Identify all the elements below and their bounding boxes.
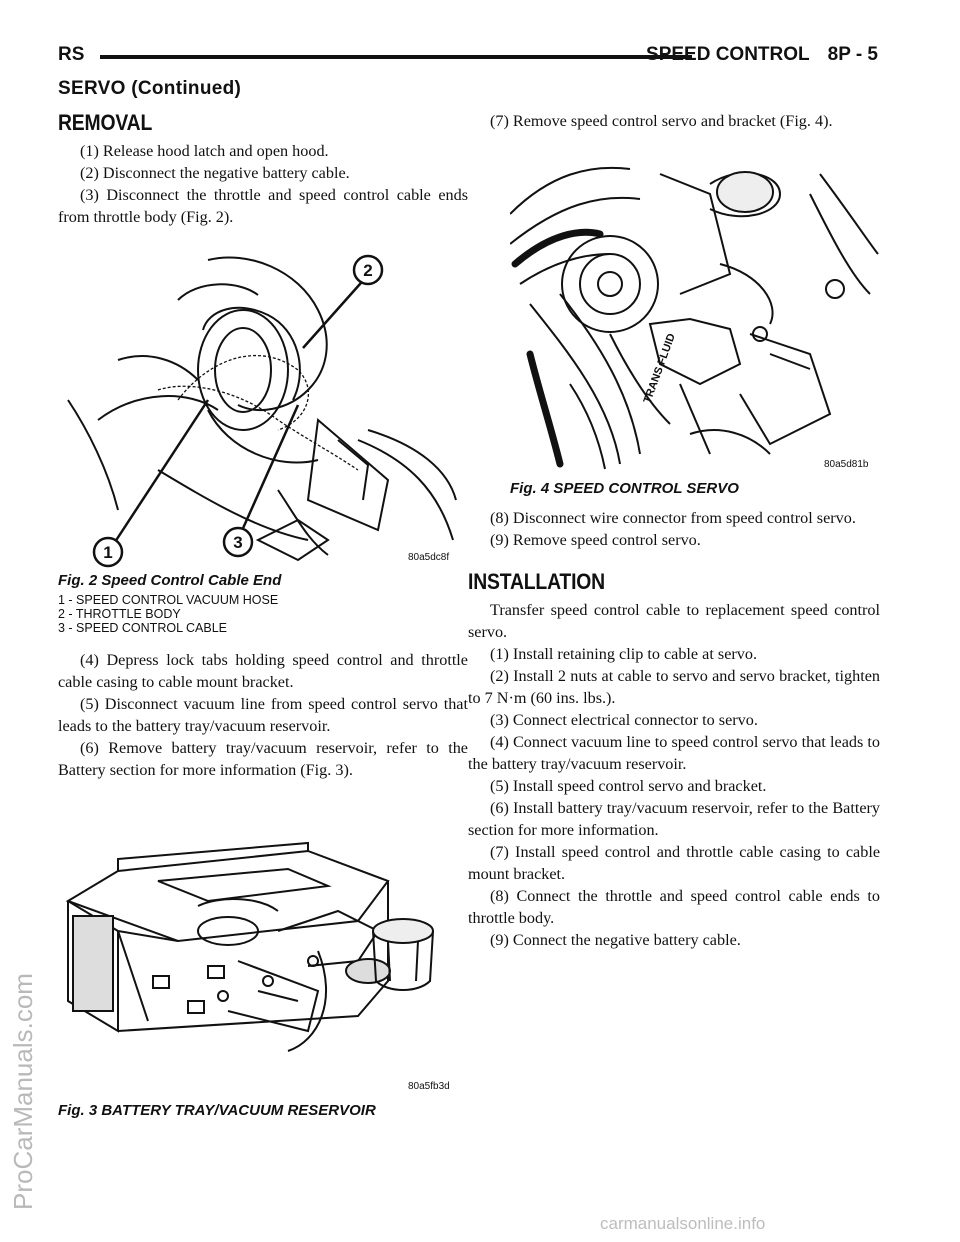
installation-step: (5) Install speed control servo and bracket. bbox=[490, 777, 767, 795]
legend-item: 2 - THROTTLE BODY bbox=[58, 607, 181, 621]
installation-step: (1) Install retaining clip to cable at servo. bbox=[490, 645, 757, 663]
figure-code: 80a5dc8f bbox=[408, 552, 450, 563]
chapter-title: SPEED CONTROL bbox=[646, 44, 810, 65]
installation-step: (9) Connect the negative battery cable. bbox=[490, 931, 741, 949]
trans-fluid-label: TRANS FLUID bbox=[641, 332, 678, 406]
callout-3: 3 bbox=[233, 533, 243, 552]
section-code: RS bbox=[58, 44, 85, 65]
continued-subhead: SERVO (Continued) bbox=[58, 78, 242, 99]
installation-step: (7) Install speed control and throttle cable casing to cable mount bracket. bbox=[468, 843, 880, 883]
throttle-body-illustration bbox=[58, 240, 458, 570]
removal-step: (8) Disconnect wire connector from speed control servo. bbox=[490, 509, 856, 527]
removal-step: (2) Disconnect the negative battery cable. bbox=[80, 164, 350, 182]
installation-step: (4) Connect vacuum line to speed control servo that leads to the battery tray/vacuum reservoir. bbox=[468, 733, 880, 773]
header-rule bbox=[100, 55, 692, 59]
figure-2-title: Fig. 2 Speed Control Cable End bbox=[58, 572, 282, 589]
legend-item: 1 - SPEED CONTROL VACUUM HOSE bbox=[58, 593, 279, 607]
figure-code: 80a5fb3d bbox=[408, 1081, 450, 1092]
callout-2: 2 bbox=[363, 261, 373, 280]
removal-step: (9) Remove speed control servo. bbox=[490, 531, 701, 549]
installation-step: (6) Install battery tray/vacuum reservoir, refer to the Battery section for more information. bbox=[468, 799, 880, 839]
running-header bbox=[646, 44, 878, 66]
removal-heading: REMOVAL bbox=[58, 110, 153, 135]
installation-intro: Transfer speed control cable to replacement speed control servo. bbox=[468, 601, 880, 641]
page-number: 8P - 5 bbox=[827, 44, 878, 65]
installation-step: (3) Connect electrical connector to servo. bbox=[490, 711, 758, 729]
figure-2 bbox=[58, 240, 468, 570]
battery-tray-illustration bbox=[58, 841, 458, 1096]
figure-4 bbox=[468, 154, 880, 474]
footer-watermark: carmanualsonline.info bbox=[600, 1214, 766, 1233]
removal-step: (1) Release hood latch and open hood. bbox=[80, 142, 329, 160]
side-watermark: ProCarManuals.com bbox=[8, 973, 38, 1210]
installation-step: (8) Connect the throttle and speed control cable ends to throttle body. bbox=[468, 887, 880, 927]
removal-step: (3) Disconnect the throttle and speed control cable ends from throttle body (Fig. 2). bbox=[58, 186, 468, 226]
callout-1: 1 bbox=[103, 543, 113, 562]
left-column bbox=[58, 110, 468, 1119]
figure-4-title: Fig. 4 SPEED CONTROL SERVO bbox=[510, 480, 739, 497]
removal-step: (5) Disconnect vacuum line from speed control servo that leads to the battery tray/vacuum reservoir. bbox=[58, 695, 468, 735]
installation-heading: INSTALLATION bbox=[468, 569, 605, 594]
removal-step: (4) Depress lock tabs holding speed control and throttle cable casing to cable mount bracket. bbox=[58, 651, 468, 691]
figure-3 bbox=[58, 841, 468, 1096]
removal-step: (6) Remove battery tray/vacuum reservoir, refer to the Battery section for more information (Fig. 3). bbox=[58, 739, 468, 779]
figure-code: 80a5d81b bbox=[824, 459, 869, 470]
figure-2-legend bbox=[58, 593, 468, 635]
right-column bbox=[468, 110, 880, 951]
removal-step: (7) Remove speed control servo and bracket (Fig. 4). bbox=[490, 112, 833, 130]
speed-control-servo-illustration bbox=[510, 154, 880, 474]
installation-step: (2) Install 2 nuts at cable to servo and servo bracket, tighten to 7 N·m (60 ins. lbs.). bbox=[468, 667, 880, 707]
legend-item: 3 - SPEED CONTROL CABLE bbox=[58, 621, 228, 635]
figure-3-title: Fig. 3 BATTERY TRAY/VACUUM RESERVOIR bbox=[58, 1102, 376, 1119]
